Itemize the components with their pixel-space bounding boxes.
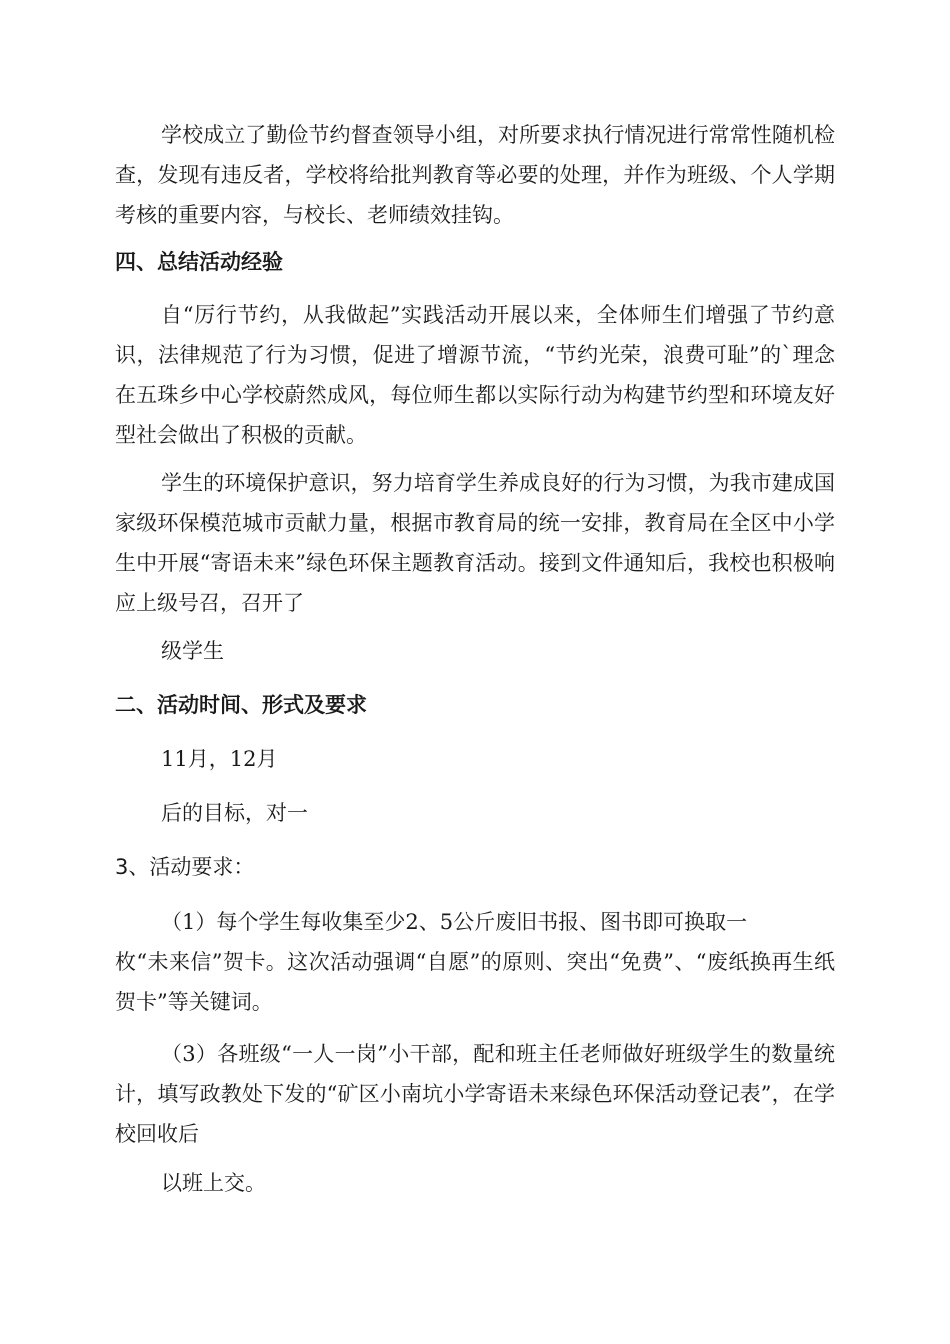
paragraph-environmental-awareness: 学生的环境保护意识，努力培育学生养成良好的行为习惯，为我市建成国家级环保模范城市贡献力量，根据市教育局的统一安排，教育局在全区中小学生中开展“寄语未来”绿色环保主题教育活动。接到文件通知后，我校也积极响应上级号召，召开了 — [115, 471, 835, 615]
paragraph-goal: 后的目标，对一 — [161, 801, 308, 825]
heading-activity-requirements: 3、活动要求： — [115, 855, 255, 879]
paragraph-activity-results: 自“厉行节约，从我做起”实践活动开展以来，全体师生们增强了节约意识，法律规范了行为习惯，促进了增源节流，“节约光荣，浪费可耻”的`理念在五珠乡中心学校蔚然成风，每位师生都以实际行动为构建节约型和环境友好型社会做出了积极的贡献。 — [115, 303, 835, 447]
paragraph-requirement-3: （3）各班级“一人一岗”小干部，配和班主任老师做好班级学生的数量统计，填写政教处下发的“矿区小南坑小学寄语未来绿色环保活动登记表”，在学校回收后 — [115, 1042, 835, 1146]
paragraph-dates: 11月，12月 — [161, 747, 278, 771]
paragraph-supervision: 学校成立了勤俭节约督查领导小组，对所要求执行情况进行常常性随机检查，发现有违反者，学校将给批判教育等必要的处理，并作为班级、个人学期考核的重要内容，与校长、老师绩效挂钩。 — [115, 123, 835, 227]
heading-summary: 四、总结活动经验 — [115, 250, 283, 274]
paragraph-requirement-1-rest: 枚“未来信”贺卡。这次活动强调“自愿”的原则、突出“免费”、“废纸换再生纸贺卡”等关键词。 — [115, 950, 835, 1014]
paragraph-grade-students: 级学生 — [161, 639, 224, 663]
paragraph-submit-by-class: 以班上交。 — [161, 1171, 266, 1195]
heading-time-form-requirements: 二、活动时间、形式及要求 — [115, 693, 367, 717]
paragraph-requirement-1-line1: （1）每个学生每收集至少2、5公斤废旧书报、图书即可换取一 — [161, 910, 748, 934]
